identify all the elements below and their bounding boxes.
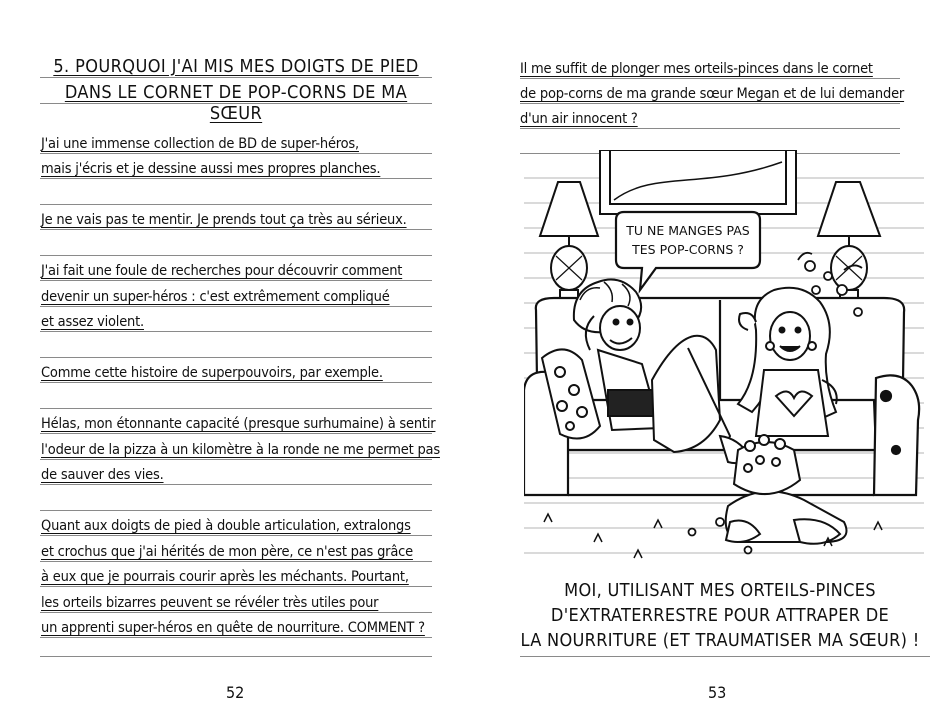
chapter-title-line-1: 5. POURQUOI J'AI MIS MES DOIGTS DE PIED [53, 56, 419, 77]
text-line: l'odeur de la pizza à un kilomètre à la ronde ne me permet pas [41, 442, 440, 458]
left-lamp [540, 182, 598, 302]
illustration-caption-line-1: MOI, UTILISANT MES ORTEILS-PINCES [564, 580, 876, 601]
ruled-line [40, 535, 432, 536]
text-line: Il me suffit de plonger mes orteils-pinces dans le cornet [520, 61, 873, 77]
illustration-caption-line-3: LA NOURRITURE (ET TRAUMATISER MA SŒUR) ! [520, 630, 920, 651]
ruled-line [40, 484, 432, 485]
right-lamp [818, 182, 880, 302]
text-line: Quant aux doigts de pied à double articulation, extralongs [41, 518, 411, 534]
page-number: 53 [708, 683, 727, 702]
text-line: un apprenti super-héros en quête de nourriture. COMMENT ? [41, 620, 425, 636]
text-line: Hélas, mon étonnante capacité (presque surhumaine) à sentir [41, 416, 436, 432]
couch-illustration [524, 150, 924, 575]
ruled-line [40, 382, 432, 383]
ruled-line [40, 637, 432, 638]
text-line: mais j'écris et je dessine aussi mes propres planches. [41, 161, 381, 177]
ruled-line [40, 229, 432, 230]
ruled-line [40, 612, 432, 613]
ruled-line [40, 255, 432, 256]
ruled-line [40, 331, 432, 332]
text-line: J'ai fait une foule de recherches pour découvrir comment [41, 263, 403, 279]
text-line: Je ne vais pas te mentir. Je prends tout ça très au sérieux. [41, 212, 407, 228]
text-line: de sauver des vies. [41, 467, 164, 483]
ruled-line [40, 561, 432, 562]
text-line: et assez violent. [41, 314, 144, 330]
ruled-line [40, 433, 432, 434]
ruled-line [520, 78, 900, 79]
picture-frame [600, 150, 796, 214]
ruled-line [40, 306, 432, 307]
ruled-line [520, 103, 900, 104]
chapter-title-line-2: DANS LE CORNET DE POP-CORNS DE MA SŒUR [64, 82, 408, 124]
text-line: de pop-corns de ma grande sœur Megan et de lui demander [520, 86, 905, 102]
ruled-line [520, 128, 900, 129]
ruled-line [40, 510, 432, 511]
ruled-line [40, 656, 432, 657]
ruled-line [40, 204, 432, 205]
text-line: à eux que je pourrais courir après les méchants. Pourtant, [41, 569, 409, 585]
text-line: d'un air innocent ? [520, 111, 638, 127]
speech-bubble-line-1: TU NE MANGES PAS [626, 223, 750, 238]
speech-bubble-line-2: TES POP-CORNS ? [632, 242, 744, 257]
ruled-line [520, 656, 930, 657]
ruled-line [40, 178, 432, 179]
page-number: 52 [226, 683, 245, 702]
ruled-line [40, 357, 432, 358]
ruled-line [40, 586, 432, 587]
illustration-caption-line-2: D'EXTRATERRESTRE POUR ATTRAPER DE [550, 605, 890, 626]
ruled-line [40, 153, 432, 154]
text-line: les orteils bizarres peuvent se révéler très utiles pour [41, 595, 379, 611]
ruled-line [40, 459, 432, 460]
text-line: Comme cette histoire de superpouvoirs, par exemple. [41, 365, 383, 381]
ruled-line [40, 408, 432, 409]
ruled-line [40, 280, 432, 281]
text-line: devenir un super-héros : c'est extrêmement compliqué [41, 289, 390, 305]
ruled-line [40, 77, 432, 78]
text-line: et crochus que j'ai hérités de mon père, ce n'est pas grâce [41, 544, 413, 560]
text-line: J'ai une immense collection de BD de super-héros, [41, 136, 359, 152]
